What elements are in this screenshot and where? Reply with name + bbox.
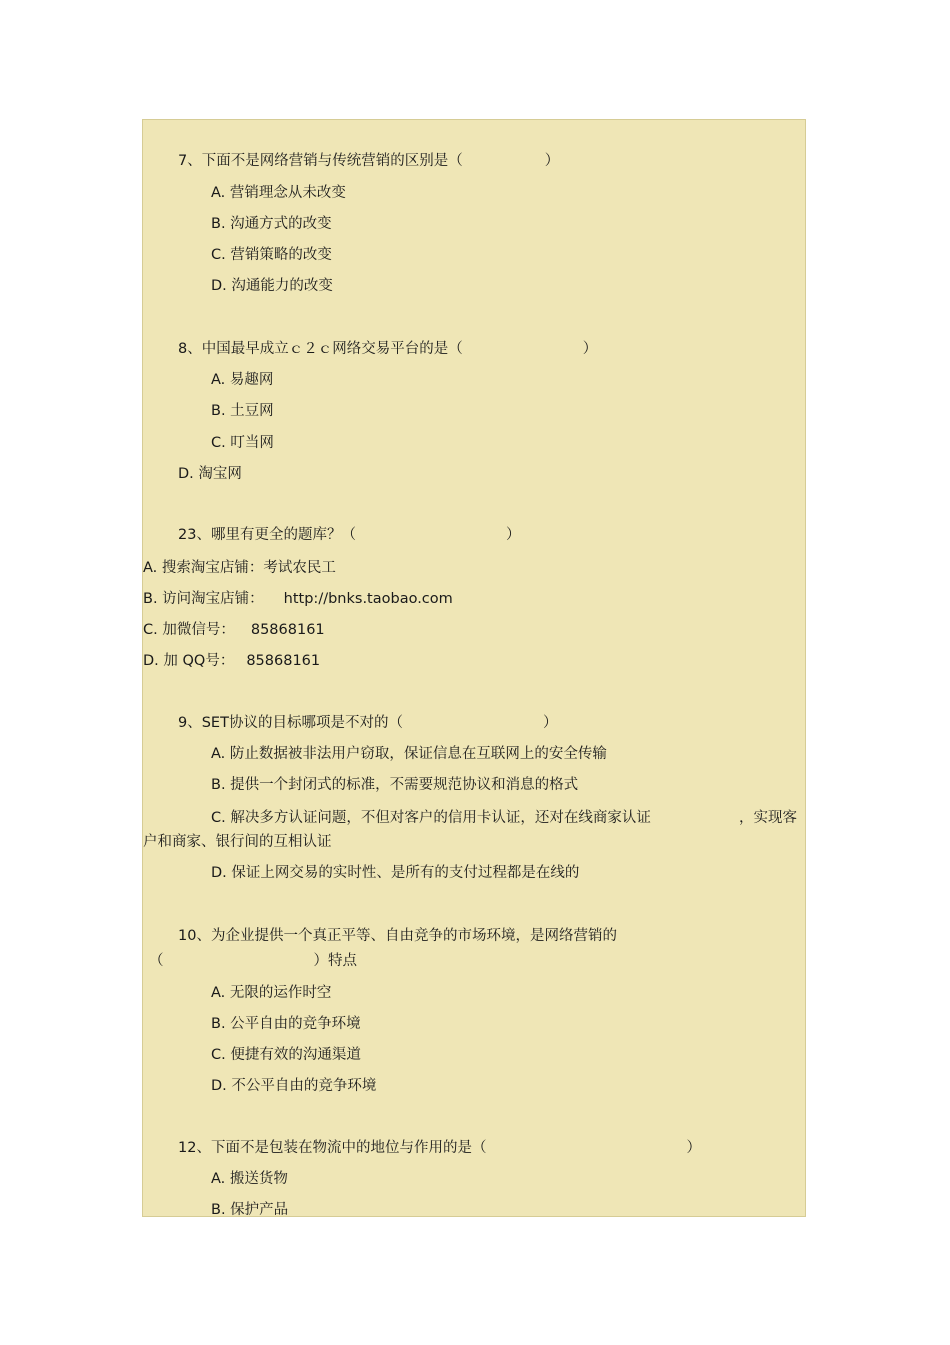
stem-bracket: ）	[505, 527, 521, 543]
stem-text: 23、哪里有更全的题库？（	[178, 527, 356, 543]
stem-bracket: ）	[542, 715, 558, 731]
option-c	[143, 621, 325, 639]
stem-bracket: ）	[544, 153, 560, 169]
question-9-stem	[178, 714, 557, 732]
question-23-stem	[178, 526, 520, 544]
stem-text: 7、下面不是网络营销与传统营销的区别是（	[178, 153, 463, 169]
option-a	[143, 559, 336, 577]
wechat-id: 85868161	[250, 622, 325, 638]
option-c: C. 营销策略的改变	[211, 247, 332, 263]
stem-bracket: ）	[582, 341, 598, 357]
option-a: A. 搬送货物	[211, 1171, 288, 1187]
stem-bracket: ）	[686, 1140, 701, 1156]
option-b	[143, 590, 453, 608]
option-c-continued: ，实现客	[739, 810, 797, 826]
stem-text: 12、下面不是包装在物流中的地位与作用的是（	[178, 1140, 487, 1156]
shop-url: http://bnks.taobao.com	[283, 591, 453, 607]
option-b: B. 提供一个封闭式的标准，不需要规范协议和消息的格式	[211, 777, 579, 793]
option-b: B. 保护产品	[211, 1202, 289, 1217]
option-c: C. 解决多方认证问题，不但对客户的信用卡认证，还对在线商家认证	[211, 810, 651, 826]
option-label: D. 加 QQ号：	[143, 653, 235, 669]
option-a: A. 易趣网	[211, 372, 274, 388]
option-label: A. 搜索淘宝店铺：考试农民工	[143, 560, 336, 576]
option-d: D. 沟通能力的改变	[211, 278, 333, 294]
option-c-wrap: 户和商家、银行间的互相认证	[143, 834, 332, 850]
option-label: C. 加微信号：	[143, 622, 235, 638]
question-10-stem: 10、为企业提供一个真正平等、自由竞争的市场环境，是网络营销的	[178, 928, 617, 944]
question-7-stem	[178, 152, 559, 170]
stem-bracket: （	[149, 953, 164, 969]
option-c: C. 便捷有效的沟通渠道	[211, 1047, 361, 1063]
option-a: A. 营销理念从未改变	[211, 185, 346, 201]
question-10-stem-line2	[149, 952, 357, 970]
qq-number: 85868161	[246, 653, 321, 669]
option-d: D. 不公平自由的竞争环境	[211, 1078, 377, 1094]
question-panel	[142, 119, 806, 1217]
option-b: B. 公平自由的竞争环境	[211, 1016, 361, 1032]
option-d	[143, 652, 320, 670]
option-d: D. 保证上网交易的实时性、是所有的支付过程都是在线的	[211, 865, 580, 881]
stem-text: ）特点	[313, 953, 357, 969]
option-label: B. 访问淘宝店铺：	[143, 591, 264, 607]
option-b: B. 沟通方式的改变	[211, 216, 332, 232]
option-d: D. 淘宝网	[178, 466, 242, 482]
option-c: C. 叮当网	[211, 435, 274, 451]
option-a: A. 无限的运作时空	[211, 985, 332, 1001]
question-8-stem	[178, 340, 597, 358]
option-b: B. 土豆网	[211, 403, 274, 419]
stem-text: 9、SET协议的目标哪项是不对的（	[178, 715, 403, 731]
option-a: A. 防止数据被非法用户窃取，保证信息在互联网上的安全传输	[211, 746, 607, 762]
stem-text: 8、中国最早成立ｃ２ｃ网络交易平台的是（	[178, 341, 463, 357]
question-12-stem	[178, 1139, 701, 1157]
